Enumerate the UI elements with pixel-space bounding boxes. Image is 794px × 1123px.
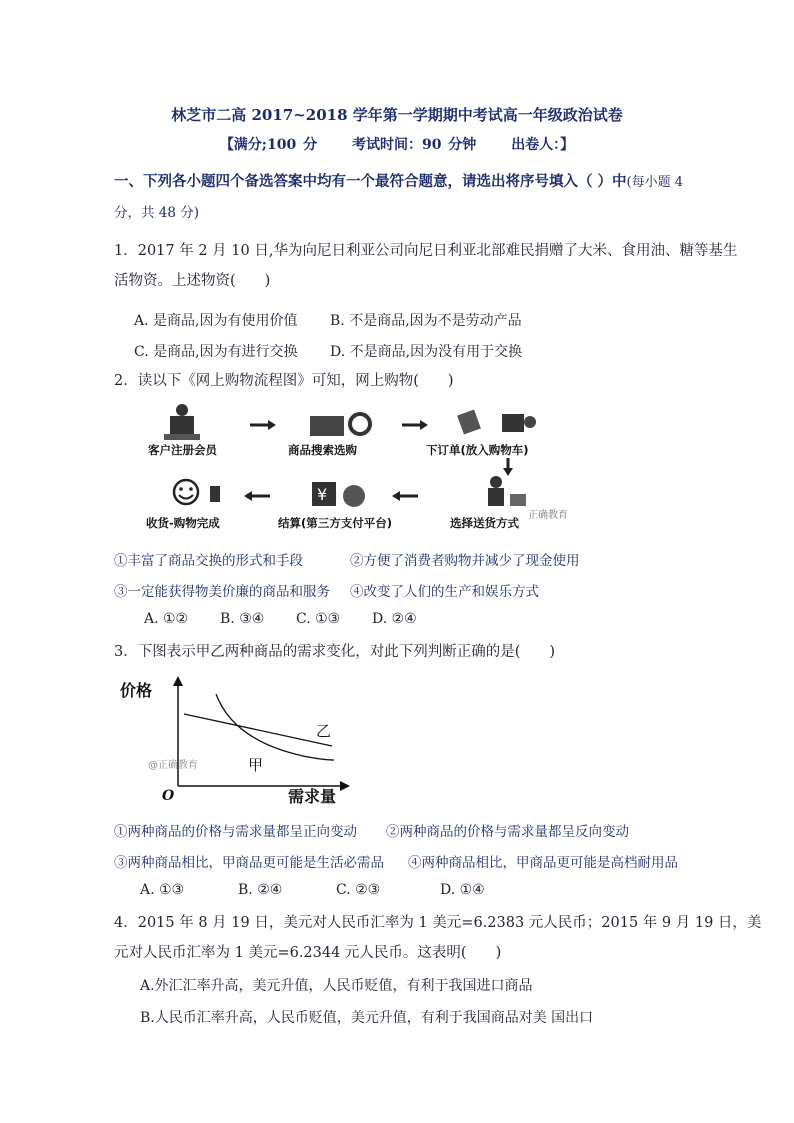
curve-yi-label: 乙 [316, 722, 332, 740]
arrow-down-icon [503, 458, 513, 476]
q1-stem-line2: 活物资。上述物资( ) [114, 273, 271, 289]
q3-option-d: D. ①④ [440, 882, 485, 898]
y-axis-arrow [173, 676, 183, 686]
y-axis-label: 价格 [120, 681, 153, 700]
cart-icon [457, 410, 536, 435]
q2-option-b: B. ③④ [220, 611, 265, 627]
arrow-right-icon [250, 420, 276, 430]
q4-stem-line1: 4．2015 年 8 月 19 日，美元对人民币汇率为 1 美元=6.2383 元人民币；2015 年 9 月 19 日，美 [114, 915, 762, 931]
q1-option-d: D. 不是商品,因为没有用于交换 [330, 344, 523, 360]
q2-option-a: A. ①② [144, 611, 189, 627]
q1-option-a: A. 是商品,因为有使用价值 [134, 313, 298, 329]
payment-icon [312, 482, 365, 507]
x-axis-arrow [340, 781, 350, 791]
shopping-flowchart [130, 400, 600, 536]
q4-option-a: A.外汇汇率升高，美元升值，人民币贬值，有利于我国进口商品 [140, 978, 533, 994]
q3-option-c: C. ②③ [336, 882, 381, 898]
q4-stem-line2: 元对人民币汇率为 1 美元=6.2344 元人民币。这表明( ) [114, 945, 502, 961]
receive-icon [210, 486, 220, 502]
smiley-icon [174, 480, 198, 504]
q4-option-b: B.人民币汇率升高，人民币贬值，美元升值，有利于我国商品对美 国出口 [140, 1010, 594, 1026]
flow-step-register: 客户注册会员 [148, 443, 217, 457]
x-axis-label: 需求量 [288, 787, 337, 806]
curve-jia-label: 甲 [248, 756, 264, 774]
register-icon [164, 404, 200, 440]
section-instruction: 一、下列各小题四个备选答案中均有一个最符合题意，请选出将序号填入（ ）中 [114, 173, 627, 190]
q1-stem-line1: 1．2017 年 2 月 10 日,华为向尼日利亚公司向尼日利亚北部难民捐赠了大米、食用油、糖等基生 [114, 243, 738, 259]
q3-statement-4: ④两种商品相比，甲商品更可能是高档耐用品 [408, 855, 678, 871]
curve-yi [184, 714, 332, 746]
flowchart-watermark: 正确教育 [528, 510, 568, 521]
flow-step-checkout: 结算(第三方支付平台) [278, 516, 393, 530]
q1-option-b: B. 不是商品,因为不是劳动产品 [330, 313, 522, 329]
section-score-note: (每小题 4 [626, 175, 684, 190]
q2-statement-2: ②方便了消费者购物并减少了现金使用 [350, 553, 580, 569]
q3-option-a: A. ①③ [140, 882, 185, 898]
section-heading [114, 167, 683, 198]
section-score-line: 分，共 48 分) [114, 205, 200, 221]
q2-stem: 2．读以下《网上购物流程图》可知，网上购物( ) [114, 373, 454, 389]
exam-setter: 出卷人：】 [511, 137, 575, 153]
q3-statement-1: ①两种商品的价格与需求量都呈正向变动 [114, 824, 357, 840]
q1-option-c: C. 是商品,因为有进行交换 [134, 344, 298, 360]
delivery-icon [488, 476, 526, 506]
svg-text:¥: ¥ [317, 485, 328, 504]
q2-statement-1: ①丰富了商品交换的形式和手段 [114, 553, 303, 569]
q3-option-b: B. ②④ [238, 882, 283, 898]
chart-watermark: @正确教育 [148, 760, 198, 771]
q3-stem: 3．下图表示甲乙两种商品的需求变化，对此下列判断正确的是( ) [114, 644, 556, 660]
q3-statement-2: ②两种商品的价格与需求量都呈反向变动 [386, 824, 629, 840]
flow-step-receive: 收货-购物完成 [146, 516, 220, 530]
search-goods-icon [310, 414, 370, 436]
arrow-right-icon [402, 420, 428, 430]
q2-option-d: D. ②④ [372, 611, 417, 627]
arrow-left-icon [244, 491, 270, 501]
q2-statement-4: ④改变了人们的生产和娱乐方式 [350, 584, 539, 600]
q3-statement-3: ③两种商品相比，甲商品更可能是生活必需品 [114, 855, 384, 871]
flow-step-order: 下订单(放入购物车) [426, 443, 529, 457]
exam-meta [0, 134, 794, 154]
q2-option-c: C. ①③ [296, 611, 341, 627]
origin-label: O [162, 788, 175, 804]
exam-title: 林芝市二高 2017~2018 学年第一学期期中考试高一年级政治试卷 [171, 106, 623, 124]
flow-step-search: 商品搜索选购 [288, 443, 357, 457]
arrow-left-icon [392, 491, 418, 501]
exam-time: 考试时间：90 分钟 [351, 137, 477, 153]
demand-curve-chart [118, 676, 368, 806]
q2-statement-3: ③一定能获得物美价廉的商品和服务 [114, 584, 330, 600]
flow-step-delivery: 选择送货方式 [450, 516, 519, 530]
full-marks: 【满分;100 分 [219, 137, 318, 153]
